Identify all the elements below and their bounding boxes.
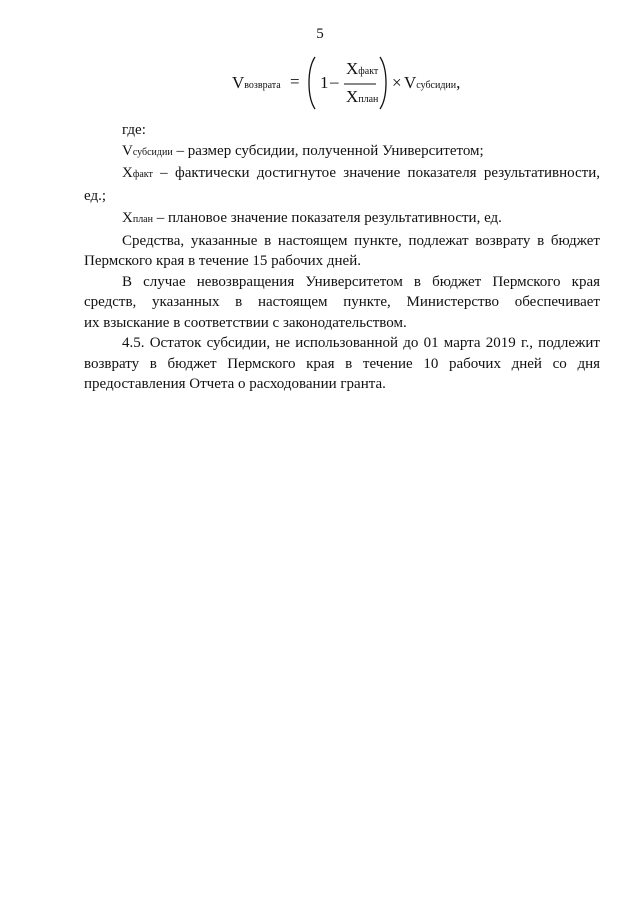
formula-numerator: Xфакт [346, 59, 379, 78]
definition-x-plan: Xплан – плановое значение показателя результативности, ед. [122, 210, 502, 226]
body-text [84, 120, 600, 395]
definition-x-fact-cont: ед.; [84, 187, 107, 204]
paragraph-3-line-2: возврату в бюджет Пермского края в течение 10 рабочих дней со дня [84, 355, 600, 372]
paragraph-2-line-1: В случае невозвращения Университетом в бюджет Пермского края [122, 273, 600, 290]
paragraph-3-line-1: 4.5. Остаток субсидии, не использованной до 01 марта 2019 г., подлежит [122, 335, 600, 351]
page-number: 5 [316, 26, 324, 42]
paragraph-2-line-2: средств, указанных в настоящем пункте, Министерство обеспечивает [84, 294, 600, 310]
right-paren-icon [378, 55, 390, 111]
where-label: где: [122, 122, 146, 138]
paragraph-3-line-3: предоставления Отчета о расходовании гранта. [84, 376, 386, 392]
formula-v-subsidy: Vсубсидии, [404, 73, 461, 92]
formula-v-return: Vвозврата [232, 73, 281, 92]
definition-v-subsidy: Vсубсидии – размер субсидии, полученной Университетом; [122, 142, 484, 159]
formula-times: × [392, 73, 402, 92]
paragraph-1-line-2: Пермского края в течение 15 рабочих дней. [84, 253, 361, 269]
left-paren-icon [305, 55, 317, 111]
definition-x-fact: Xфакт – фактически достигнутое значение показателя результативности, [122, 165, 600, 181]
paragraph-2-line-3: их взыскание в соответствии с законодательством. [84, 314, 407, 331]
fraction-bar [344, 83, 376, 85]
formula-equals: = [290, 72, 300, 91]
formula-minus: – [330, 72, 339, 91]
formula-denominator: Xплан [346, 87, 379, 106]
formula-one: 1 [320, 73, 329, 92]
paragraph-1-line-1: Средства, указанные в настоящем пункте, подлежат возврату в бюджет [122, 232, 600, 249]
refund-formula [232, 56, 462, 114]
